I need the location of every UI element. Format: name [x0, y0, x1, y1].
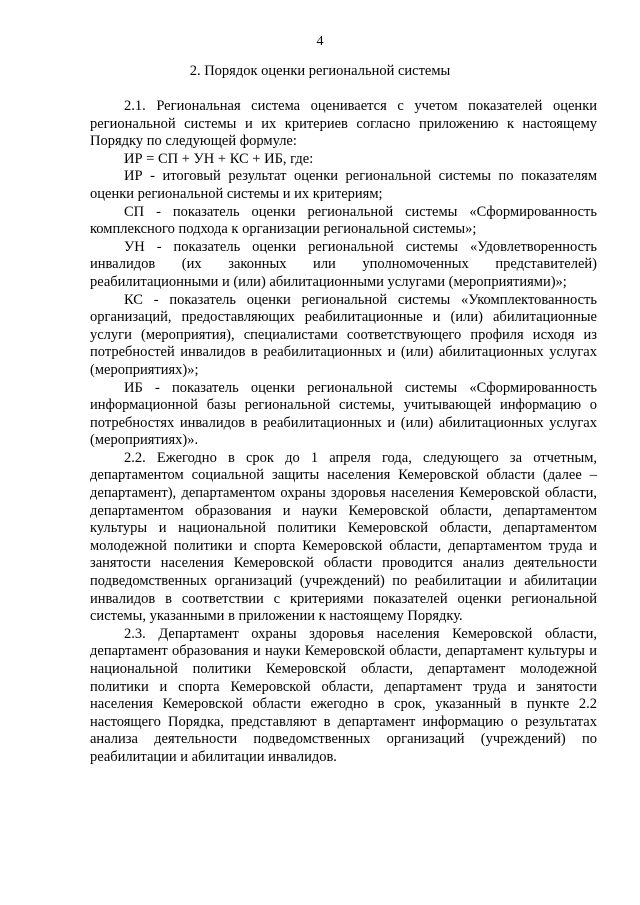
section-title: 2. Порядок оценки региональной системы — [189, 63, 451, 79]
paragraph-2-3: 2.3. Департамент охраны здоровья населения Кемеровской области, департамент образования и науки Кемеровской области, департамент культуры и национальной политики Кемеровской области, департамент молодежной политики и спорта Кемеровской области, департамент труда и занятости населения Кемеровской области ежегодно в срок, указанный в пункте 2.2 настоящего Порядка, представляют в департамент информацию о результатах анализа деятельности подведомственных организаций (учреждений) по реабилитации и абилитации инвалидов. — [90, 625, 597, 765]
definition-un: УН - показатель оценки региональной системы «Удовлетворенность инвалидов (их законных или уполномоченных представителей) реабилитационными и (или) абилитационными услугами (мероприятиями)»; — [90, 238, 597, 290]
definition-ks: КС - показатель оценки региональной системы «Укомплектованность организаций, предоставляющих реабилитационные и (или) абилитационные услуги (мероприятия), специалистами соответствующего профиля исходя из потребностей инвалидов в реабилитационных и (или) абилитационных услугах (мероприятиях)»; — [90, 291, 597, 378]
paragraph-2-2: 2.2. Ежегодно в срок до 1 апреля года, следующего за отчетным, департаментом социальной защиты населения Кемеровской области (далее – департамент), департаментом охраны здоровья населения Кемеровской области, департаментом образования и науки Кемеровской области, департаментом культуры и национальной политики Кемеровской области, департаментом молодежной политики и спорта Кемеровской области, департаментом труда и занятости населения Кемеровской области проводится анализ деятельности подведомственных организаций (учреждений) по реабилитации и абилитации инвалидов в соответствии с критериями показателей оценки региональной системы, указанными в приложении к настоящему Порядку. — [90, 449, 597, 625]
definition-ib: ИБ - показатель оценки региональной системы «Сформированность информационной базы региональной системы, учитывающей информацию о потребностях инвалидов в реабилитационных и (или) абилитационных услугах (мероприятиях)». — [90, 379, 597, 449]
definition-sp: СП - показатель оценки региональной системы «Сформированность комплексного подхода к организации региональной системы»; — [90, 203, 597, 238]
document-body — [90, 98, 597, 767]
page-number: 4 — [316, 34, 324, 49]
definition-ir: ИР - итоговый результат оценки региональной системы по показателям оценки региональной системы и их критериям; — [90, 168, 597, 202]
formula: ИР = СП + УН + КС + ИБ, где: — [124, 150, 314, 167]
paragraph-2-1: 2.1. Региональная система оценивается с учетом показателей оценки региональной системы и их критериев согласно приложению к настоящему Порядку по следующей формуле: — [90, 98, 597, 150]
